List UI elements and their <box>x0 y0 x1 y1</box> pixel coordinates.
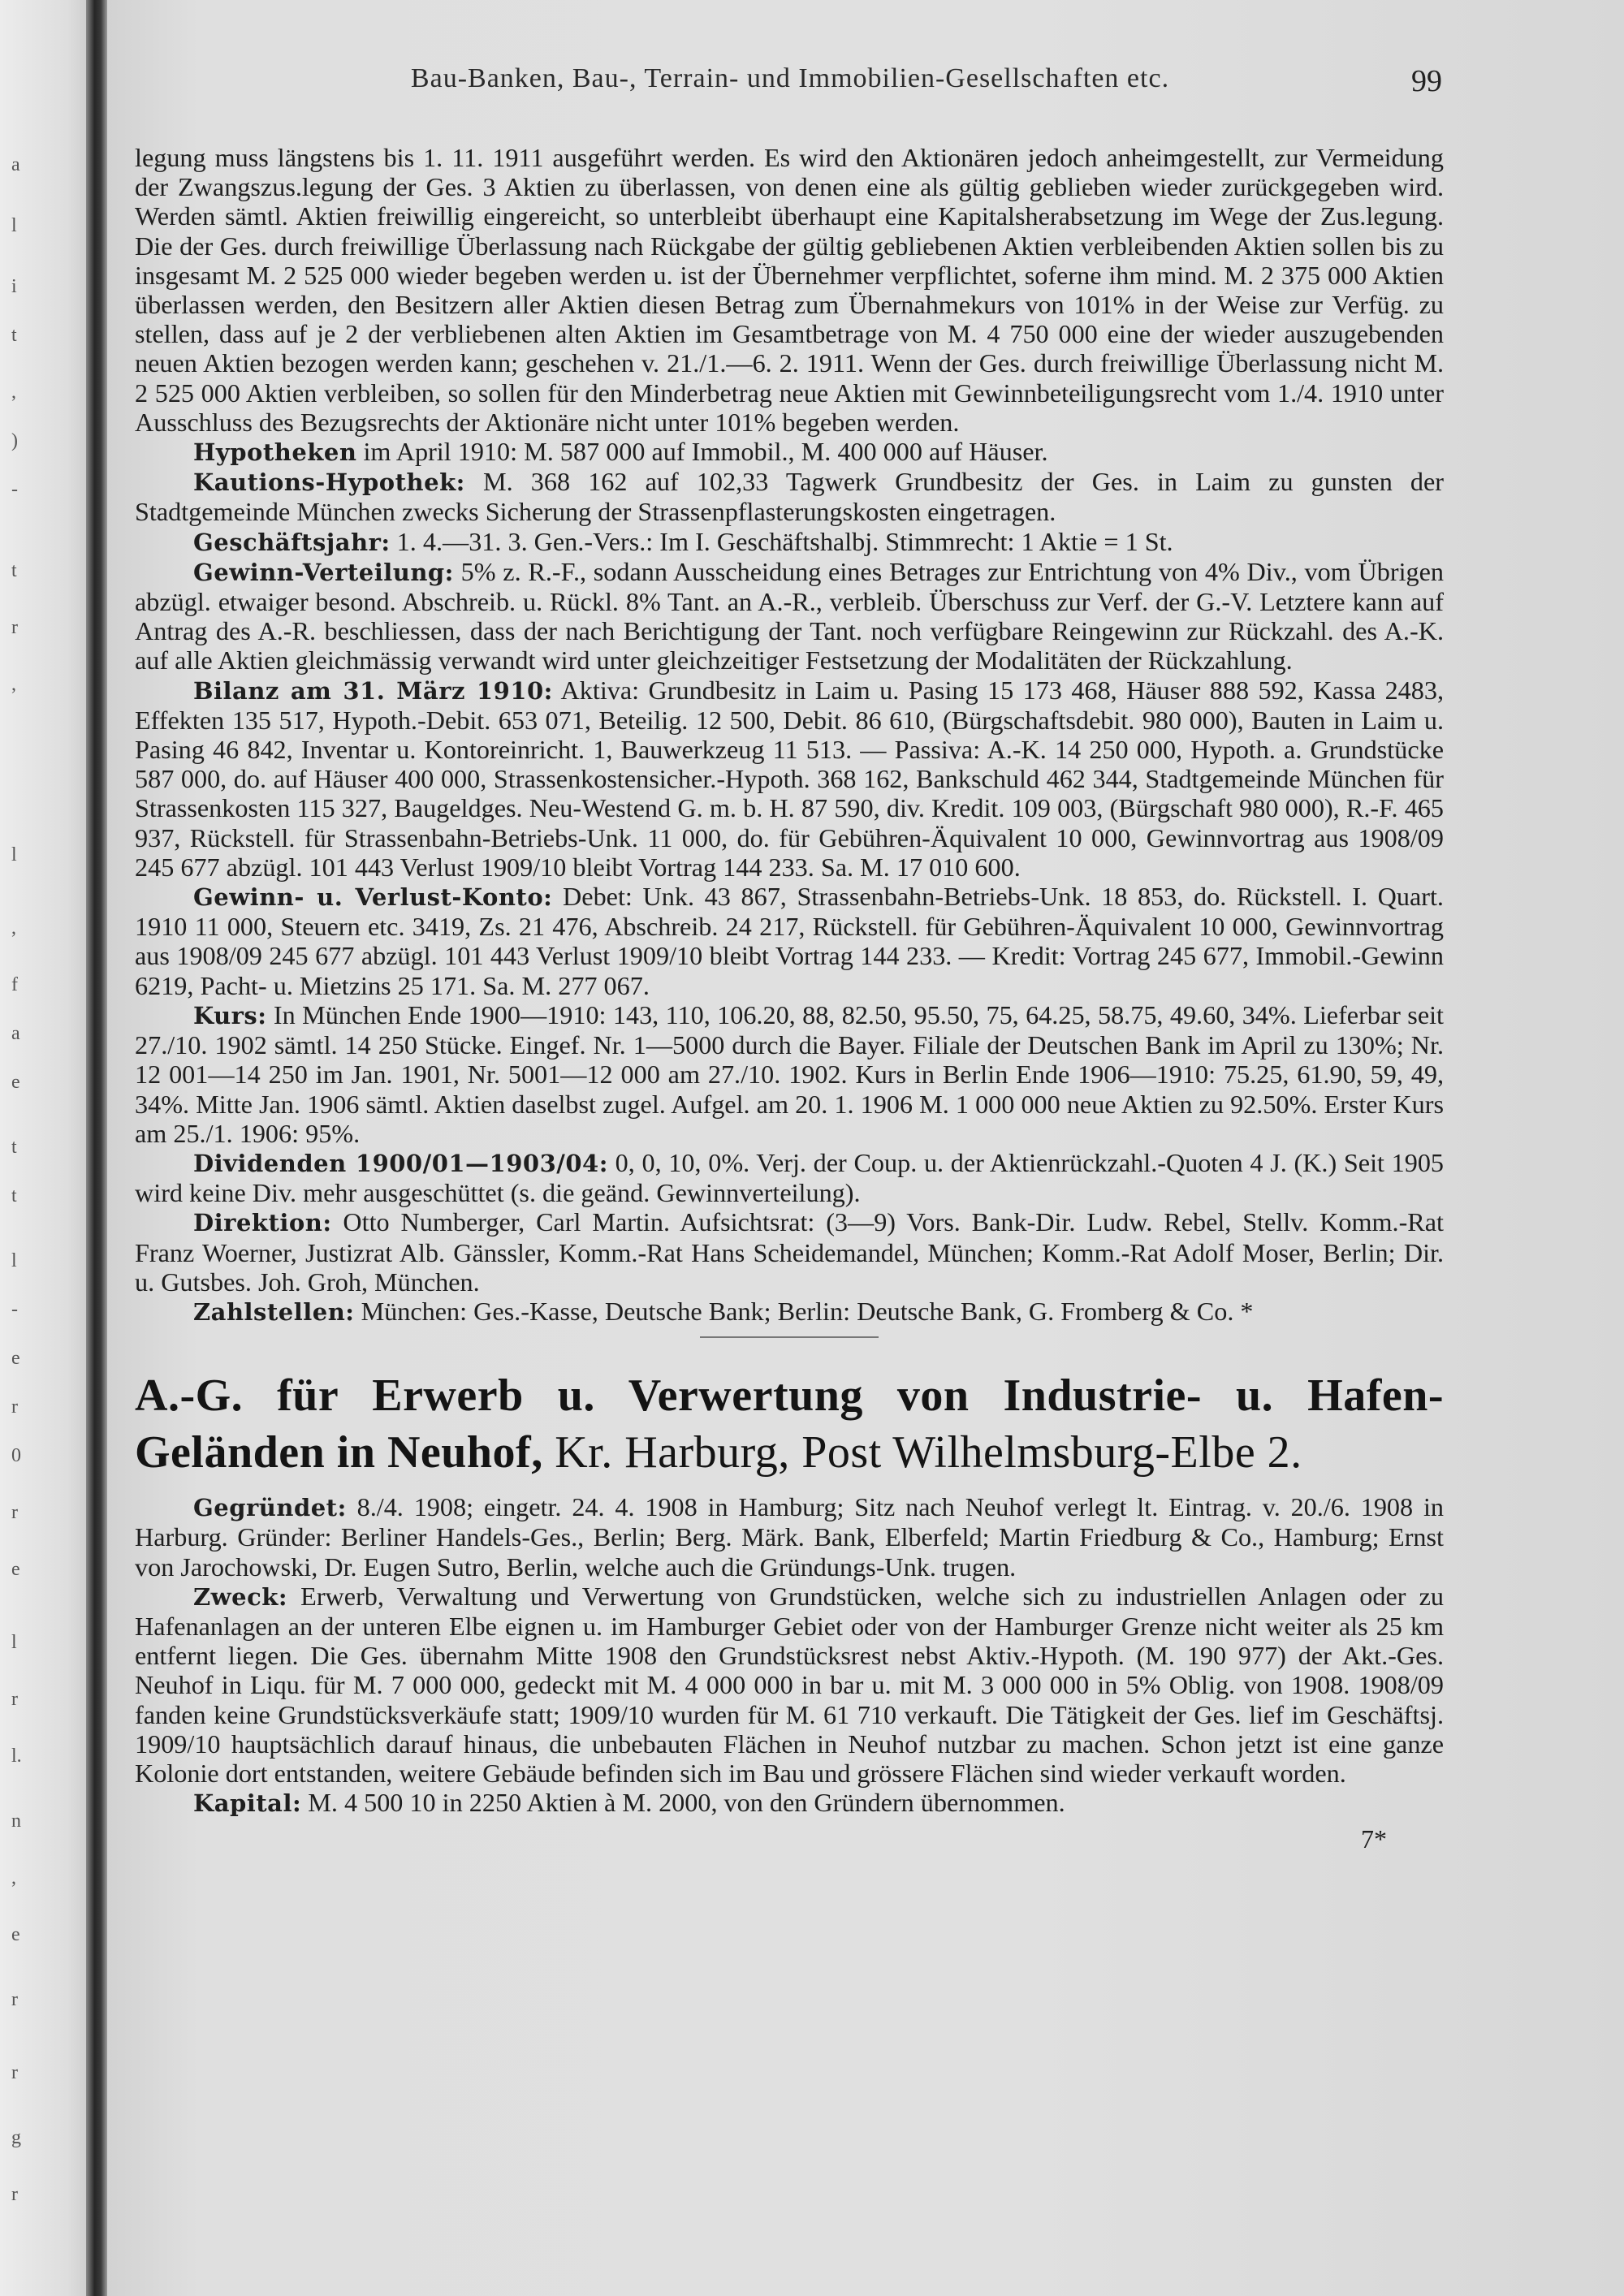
paragraph-label: Kurs: <box>193 1001 267 1029</box>
paragraph-text: M. 4 500 10 in 2250 Aktien à M. 2000, von den Gründern übernommen. <box>308 1788 1065 1818</box>
paragraph-label: Direktion: <box>193 1209 332 1237</box>
entry-paragraph <box>135 1297 1444 1327</box>
paragraph-text: legung muss längstens bis 1. 11. 1911 ausgeführt werden. Es wird den Aktionären jedoch anheimgestellt, zur Vermeidung der Zwangszus.legung der Ges. 3 Aktien zu überlassen, von denen eine als gültig geblieben wieder zurückgegeben wird. Werden sämtl. Aktien freiwillig eingereicht, so unterbleibt überhaupt eine Kapitalsherabsetzung im Wege der Zus.legung. Die der Ges. durch freiwillige Überlassung nach Rückgabe der gültig gebliebenen Aktien verbleibenden Aktien sollen bis zu insgesamt M. 2 525 000 wieder begeben werden u. ist der Übernehmer verpflichtet, soferne ihm mind. M. 2 375 000 Aktien überlassen werden, den Besitzern aller Aktien diesen Betrag zum Übernahmekurs von 101% in der Weise zur Verfüg. zu stellen, dass auf je 2 der verbliebenen alten Aktien im Gesamtbetrage von M. 4 750 000 eine der wieder auszugebenden neuen Aktien bezogen werden kann; geschehen v. 21./1.—6. 2. 1911. Wenn der Ges. durch freiwillige Überlassung nicht M. 2 525 000 Aktien verbleiben, so sollen für den Minderbetrag neue Aktien mit Gewinnbeteiligungsrecht vom 1./4. 1910 unter Ausschluss des Bezugsrechts der Aktionäre nicht unter 101% begeben werden. <box>135 143 1444 437</box>
section-divider <box>700 1336 879 1338</box>
paragraph-label: Geschäftsjahr: <box>193 528 391 556</box>
paragraph-text: Otto Numberger, Carl Martin. Aufsichtsrat: (3—9) Vors. Bank-Dir. Ludw. Rebel, Stellv. Komm.-Rat Franz Woerner, Justizrat Alb. Gänssler, Komm.-Rat Hans Scheidemandel, München; Komm.-Rat Adolf Moser, Berlin; Dir. u. Gutsbes. Joh. Groh, München. <box>135 1207 1444 1297</box>
running-title: Bau-Banken, Bau-, Terrain- und Immobilien-Gesellschaften etc. <box>410 63 1170 93</box>
binding-gutter <box>86 0 107 2296</box>
entry-paragraph <box>135 1000 1444 1148</box>
paragraph-label: Bilanz am 31. März 1910: <box>193 676 553 705</box>
company-heading-location: Kr. Harburg, Post Wilhelmsburg-Elbe 2. <box>555 1427 1302 1478</box>
company-entry-1 <box>135 143 1444 1327</box>
company-entry-2 <box>135 1492 1444 1818</box>
paragraph-text: 0, 0, 10, 0%. Verj. der Coup. u. der Aktienrückzahl.-Quoten 4 J. (K.) Seit 1905 wird keine Div. mehr ausgeschüttet (s. die geänd. Gewinnverteilung). <box>135 1147 1445 1208</box>
company-heading <box>135 1367 1444 1481</box>
entry-paragraph <box>135 1492 1444 1582</box>
entry-paragraph <box>135 1788 1444 1818</box>
paragraph-label: Zweck: <box>193 1582 288 1611</box>
paragraph-text: München: Ges.-Kasse, Deutsche Bank; Berlin: Deutsche Bank, G. Fromberg & Co. * <box>361 1296 1254 1326</box>
entry-paragraph <box>135 527 1444 557</box>
entry-paragraph <box>135 557 1444 675</box>
paragraph-label: Gewinn- u. Verlust-Konto: <box>193 883 553 912</box>
entry-paragraph <box>135 143 1444 437</box>
paragraph-text: 8./4. 1908; eingetr. 24. 4. 1908 in Hamburg; Sitz nach Neuhof verlegt lt. Eintrag. v. 20./6. 1908 in Harburg. Gründer: Berliner Handels-Ges., Berlin; Berg. Märk. Bank, Elberfeld; Martin Friedburg & Co., Hamburg; Ernst von Jarochowski, Dr. Eugen Sutro, Berlin, welche auch die Gründungs-Unk. trugen. <box>135 1492 1444 1582</box>
signature-mark: 7* <box>1361 1824 1387 1854</box>
company-heading-name: A.-G. für Erwerb u. Verwertung von Industrie- u. Hafen-Geländen in Neuhof, <box>135 1370 1444 1478</box>
paragraph-label: Zahlstellen: <box>193 1297 355 1326</box>
page-number: 99 <box>1411 64 1442 98</box>
paragraph-label: Dividenden 1900/01—1903/04: <box>193 1149 608 1177</box>
paragraph-text: Aktiva: Grundbesitz in Laim u. Pasing 15 173 468, Häuser 888 592, Kassa 2483, Effekten 135 517, Hypoth.-Debit. 653 071, Beteilig. 12 500, Debit. 86 610, (Bürgschaftsdebit. 980 000), Bauten in Laim u. Pasing 46 842, Inventar u. Kontoreinricht. 1, Bauwerkzeug 11 513. — Passiva: A.-K. 14 250 000, Hypoth. a. Grundstücke 587 000, do. auf Häuser 400 000, Strassenkostensicher.-Hypoth. 368 162, Bankschuld 462 344, Stadtgemeinde München für Strassenkosten 115 327, Baugeldges. Neu-Westend G. m. b. H. 87 590, div. Kredit. 109 003, (Bürgschaft 980 000), R.-F. 465 937, Rückstell. für Strassenbahn-Betriebs-Unk. 11 000, do. für Gebühren-Äquivalent 10 000, Gewinnvortrag aus 1908/09 245 677 abzügl. 101 443 Verlust 1909/10 bleibt Vortrag 144 233. Sa. M. 17 010 600. <box>135 675 1444 882</box>
page-header <box>138 63 1442 112</box>
paragraph-text: Erwerb, Verwaltung und Verwertung von Grundstücken, welche sich zu industriellen Anlagen oder zu Hafenanlagen an der unteren Elbe eignen u. im Hamburger Gebiet oder von der Hamburger Grenze nicht weiter als 25 km entfernt liegen. Die Ges. übernahm Mitte 1908 den Grundstücksrest nebst Aktiv.-Hypoth. (M. 190 977) der Akt.-Ges. Neuhof in Liqu. für M. 7 000 000, gedeckt mit M. 4 000 000 in bar u. mit M. 3 000 000 in 5% Oblig. von 1908. 1908/09 fanden keine Grundstücksverkäufe statt; 1909/10 wurden für M. 61 710 verkauft. Die Tätigkeit der Ges. lief im Geschäftsj. 1909/10 hauptsächlich darauf hinaus, die unbebauten Flächen in Neuhof nutzbar zu machen. Schon jetzt ist eine ganze Kolonie dort entstanden, weitere Gebäude befinden sich im Bau und grössere Flächen sind wieder verkauft worden. <box>135 1581 1445 1788</box>
facing-page-letter-fragments: a l i t , ) - t r , l , f a e t t l - e r 0 r e l r l. n , e r r g r <box>11 154 22 2205</box>
entry-paragraph <box>135 467 1444 526</box>
paragraph-text: 5% z. R.-F., sodann Ausscheidung eines Betrages zur Entrichtung von 4% Div., vom Übrigen abzügl. etwaiger besond. Abschreib. u. Rückl. 8% Tant. an A.-R., verbleib. Überschuss zur Verf. der G.-V. Letztere kann auf Antrag des A.-R. beschliessen, dass der nach Berichtigung der Tant. noch verfügbare Reingewinn zur Rückzahl. des A.-K. auf alle Aktien gleichmässig verwandt wird unter gleichzeitiger Festsetzung der Modalitäten der Rückzahlung. <box>135 556 1444 675</box>
entry-paragraph <box>135 1148 1444 1207</box>
entry-paragraph <box>135 437 1444 467</box>
paragraph-text: In München Ende 1900—1910: 143, 110, 106.20, 88, 82.50, 95.50, 75, 64.25, 58.75, 49.60, 34%. Lieferbar seit 27./10. 1902 sämtl. 14 250 Stücke. Eingef. Nr. 1—5000 durch die Bayer. Filiale der Deutschen Bank im April zu 130%; Nr. 12 001—14 250 im Jan. 1901, Nr. 5001—12 000 am 27./10. 1902. Kurs in Berlin Ende 1906—1910: 75.25, 61.90, 59, 49, 34%. Mitte Jan. 1906 sämtl. Aktien daselbst zugel. Aufgel. am 20. 1. 1906 M. 1 000 000 neue Aktien zu 92.50%. Erster Kurs am 25./1. 1906: 95%. <box>135 999 1444 1148</box>
entry-paragraph <box>135 1582 1444 1788</box>
paragraph-text: M. 368 162 auf 102,33 Tagwerk Grundbesitz der Ges. in Laim zu gunsten der Stadtgemeinde München zwecks Sicherung der Strassenpflasterungskosten eingetragen. <box>135 467 1445 527</box>
paragraph-label: Gegründet: <box>193 1494 347 1522</box>
paragraph-text: Debet: Unk. 43 867, Strassenbahn-Betriebs-Unk. 18 853, do. Rückstell. I. Quart. 1910 11 000, Steuern etc. 3419, Zs. 21 476, Abschreib. 24 217, Rückstell. für Gebühren-Äquivalent 10 000, Gewinnvortrag aus 1908/09 245 677 abzügl. 101 443 Verlust 1909/10 bleibt Vortrag 144 233. — Kredit: Vortrag 245 677, Immobil.-Gewinn 6219, Pacht- u. Mietzins 25 171. Sa. M. 277 067. <box>135 882 1444 1000</box>
paragraph-label: Gewinn-Verteilung: <box>193 558 454 586</box>
body-text <box>135 143 1444 1854</box>
paragraph-label: Kapital: <box>193 1789 302 1818</box>
paragraph-label: Kautions-Hypothek: <box>193 468 465 497</box>
paragraph-label: Hypotheken <box>193 438 357 467</box>
paragraph-text: im April 1910: M. 587 000 auf Immobil., M. 400 000 auf Häuser. <box>363 437 1048 467</box>
entry-paragraph <box>135 675 1444 882</box>
paragraph-text: 1. 4.—31. 3. Gen.-Vers.: Im I. Geschäftshalbj. Stimmrecht: 1 Aktie = 1 St. <box>396 526 1173 556</box>
entry-paragraph <box>135 882 1444 1000</box>
entry-paragraph <box>135 1207 1444 1297</box>
